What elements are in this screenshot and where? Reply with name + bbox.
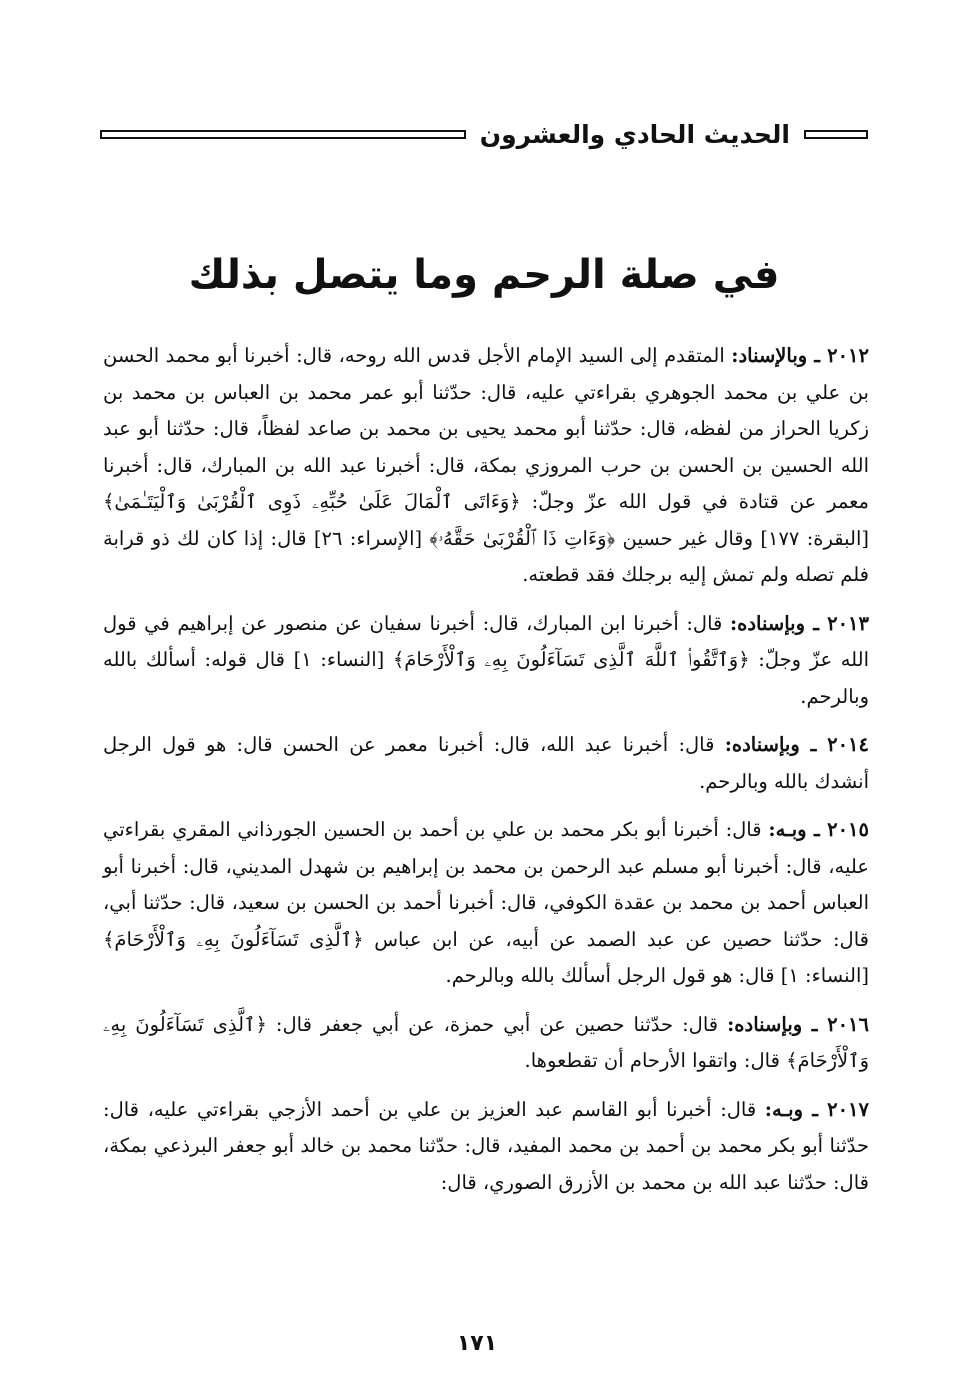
running-header (100, 114, 868, 154)
running-head-title: الحديث الحادي والعشرون (479, 119, 790, 149)
hadith-text: [النساء: ١] قال قوله: أسألك بالله وبالرحم. (103, 648, 869, 708)
hadith-text: [الإسراء: ٢٦] قال: إذا كان لك ذو قرابة فلم تصله ولم تمش إليه برجلك فقد قطعته. (103, 526, 869, 586)
hadith-lead: وبإسناده: (724, 733, 800, 756)
hadith-text: قال: واتقوا الأرحام أن تقطعوها. (524, 1049, 787, 1072)
page-number: ١٧١ (456, 1331, 498, 1356)
hadith-lead: وبالإسناد: (731, 344, 808, 367)
hadith-2012: ٢٠١٢ ـ وبالإسناد: المتقدم إلى السيد الإمام الأجل قدس الله روحه، قال: أخبرنا أبو محمد الحسن بن علي بن محمد الجوهري بقراءتي عليه، قال: حدّثنا أبو عمر محمد بن العباس بن محمد بن زكريا الحراز من لفظه، قال: حدّثنا أبو محمد يحيى بن محمد بن صاعد لفظاً، قال: حدّثنا أبو عبد الله الحسين بن الحسن بن حرب المروزي بمكة، قال: أخبرنا عبد الله بن المبارك، قال: أخبرنا معمر عن قتادة في قول الله عزّ وجلّ: ﴿وَءَاتَى ٱلْمَالَ عَلَىٰ حُبِّهِۦ ذَوِى ٱلْقُرْبَىٰ وَٱلْيَتَـٰمَىٰ﴾ [البقرة: ١٧٧] وقال غير حسين ﴿وَءَاتِ ذَا ٱلْقُرْبَىٰ حَقَّهُۥ﴾ [الإسراء: ٢٦] قال: إذا كان لك ذو قرابة فلم تصله ولم تمش إليه برجلك فقد قطعته. (103, 344, 869, 586)
hadith-text: المتقدم إلى السيد الإمام الأجل قدس الله روحه، قال: أخبرنا أبو محمد الحسن بن علي بن محمد الجوهري بقراءتي عليه، قال: حدّثنا أبو عمر محمد بن العباس بن محمد بن زكريا الحراز من لفظه، قال: حدّثنا أبو محمد يحيى بن محمد بن صاعد لفظاً، قال: حدّثنا أبو عبد الله الحسين بن الحسن بن حرب المروزي بمكة، قال: أخبرنا عبد الله بن المبارك، قال: أخبرنا معمر عن قتادة في قول الله عزّ وجلّ: (103, 344, 869, 513)
quran-verse: ﴿وَٱتَّقُوا۟ ٱللَّهَ ٱلَّذِى تَسَآءَلُونَ بِهِۦ وَٱلْأَرْحَامَ﴾ (392, 648, 750, 671)
hadith-text: قال: أخبرنا أبو القاسم عبد العزيز بن علي بن أحمد الأزجي بقراءتي عليه، قال: حدّثنا أبو بكر محمد بن أحمد بن محمد المفيد، قال: حدّثنا محمد بن خالد أبو جعفر البرذعي بمكة، قال: حدّثنا عبد الله بن محمد بن الأزرق الصوري، قال: (103, 1097, 869, 1194)
quran-verse: ﴿ٱلَّذِى تَسَآءَلُونَ بِهِۦ وَٱلْأَرْحَامَ﴾ (103, 927, 364, 951)
hadith-text: قال: أخبرنا عبد الله، قال: أخبرنا معمر عن الحسن قال: هو قول الرجل أنشدك بالله وبالرحم. (103, 733, 869, 793)
hadith-2016: ٢٠١٦ ـ وبإسناده: قال: حدّثنا حصين عن أبي حمزة، عن أبي جعفر قال: ﴿ٱلَّذِى تَسَآءَلُونَ بِهِۦ وَٱلْأَرْحَامَ﴾ قال: واتقوا الأرحام أن تقطعوها. (103, 1012, 869, 1072)
hadith-lead: وبـه: (764, 1097, 804, 1121)
hadith-number: ٢٠١٧ (827, 1097, 869, 1121)
hadith-number: ٢٠١٥ (827, 818, 869, 841)
chapter-title: في صلة الرحم وما يتصل بذلك (188, 252, 780, 298)
hadith-number: ٢٠١٤ (827, 733, 870, 756)
hadith-text: قال: أخبرنا ابن المبارك، قال: أخبرنا سفيان عن منصور عن إبراهيم في قول الله عزّ وجلّ: (103, 611, 869, 671)
header-rule-long (100, 130, 466, 139)
hadith-lead: وبإسناده: (729, 611, 806, 635)
hadith-lead: وبإسناده: (727, 1012, 803, 1036)
quran-verse: ﴿وَءَاتَى ٱلْمَالَ عَلَىٰ حُبِّهِۦ ذَوِى ٱلْقُرْبَىٰ وَٱلْيَتَـٰمَىٰ﴾ (103, 490, 521, 513)
hadith-2017: ٢٠١٧ ـ وبـه: قال: أخبرنا أبو القاسم عبد العزيز بن علي بن أحمد الأزجي بقراءتي عليه، قال: حدّثنا أبو بكر محمد بن أحمد بن محمد المفيد، قال: حدّثنا محمد بن خالد أبو جعفر البرذعي بمكة، قال: حدّثنا عبد الله بن محمد بن الأزرق الصوري، قال: (103, 1097, 869, 1194)
hadith-text: قال: أخبرنا أبو بكر محمد بن علي بن أحمد بن الحسين الجورذاني المقري بقراءتي عليه، قال: أخبرنا أبو مسلم عبد الرحمن بن محمد بن إبراهيم بن شهدل المديني، قال: أخبرنا أبو العباس أحمد بن محمد بن عقدة الكوفي، قال: أخبرنا أحمد بن الحسن بن سعيد، قال: حدّثنا أبي، قال: حدّثنا حصين عن عبد الصمد عن أبيه، عن ابن عباس (103, 818, 869, 951)
hadith-number: ٢٠١٢ (827, 344, 869, 367)
hadith-2014: ٢٠١٤ ـ وبإسناده: قال: أخبرنا عبد الله، قال: أخبرنا معمر عن الحسن قال: هو قول الرجل أنشدك بالله وبالرحم. (103, 733, 870, 793)
hadith-number: ٢٠١٣ (827, 611, 869, 635)
quran-verse: ﴿وَءَاتِ ذَا ٱلْقُرْبَىٰ حَقَّهُۥ﴾ (429, 526, 616, 550)
hadith-text: قال: حدّثنا حصين عن أبي حمزة، عن أبي جعفر قال: (266, 1012, 728, 1036)
hadith-2013: ٢٠١٣ ـ وبإسناده: قال: أخبرنا ابن المبارك، قال: أخبرنا سفيان عن منصور عن إبراهيم في قول الله عزّ وجلّ: ﴿وَٱتَّقُوا۟ ٱللَّهَ ٱلَّذِى تَسَآءَلُونَ بِهِۦ وَٱلْأَرْحَامَ﴾ [النساء: ١] قال قوله: أسألك بالله وبالرحم. (103, 611, 869, 708)
hadith-lead: وبـه: (768, 818, 807, 841)
hadith-text: [النساء: ١] قال: هو قول الرجل أسألك بالله وبالرحم. (445, 964, 869, 987)
hadith-text: [البقرة: ١٧٧] وقال غير حسين (615, 526, 869, 550)
quran-verse: ﴿ٱلَّذِى تَسَآءَلُونَ بِهِۦ وَٱلْأَرْحَامَ﴾ (103, 1012, 869, 1072)
hadith-2015: ٢٠١٥ ـ وبـه: قال: أخبرنا أبو بكر محمد بن علي بن أحمد بن الحسين الجورذاني المقري بقراءتي عليه، قال: أخبرنا أبو مسلم عبد الرحمن بن محمد بن إبراهيم بن شهدل المديني، قال: أخبرنا أبو العباس أحمد بن محمد بن عقدة الكوفي، قال: أخبرنا أحمد بن الحسن بن سعيد، قال: حدّثنا أبي، قال: حدّثنا حصين عن عبد الصمد عن أبيه، عن ابن عباس ﴿ٱلَّذِى تَسَآءَلُونَ بِهِۦ وَٱلْأَرْحَامَ﴾ [النساء: ١] قال: هو قول الرجل أسألك بالله وبالرحم. (103, 818, 869, 987)
header-rule-short (804, 130, 868, 139)
hadith-number: ٢٠١٦ (827, 1012, 869, 1036)
body-text (103, 338, 869, 1213)
